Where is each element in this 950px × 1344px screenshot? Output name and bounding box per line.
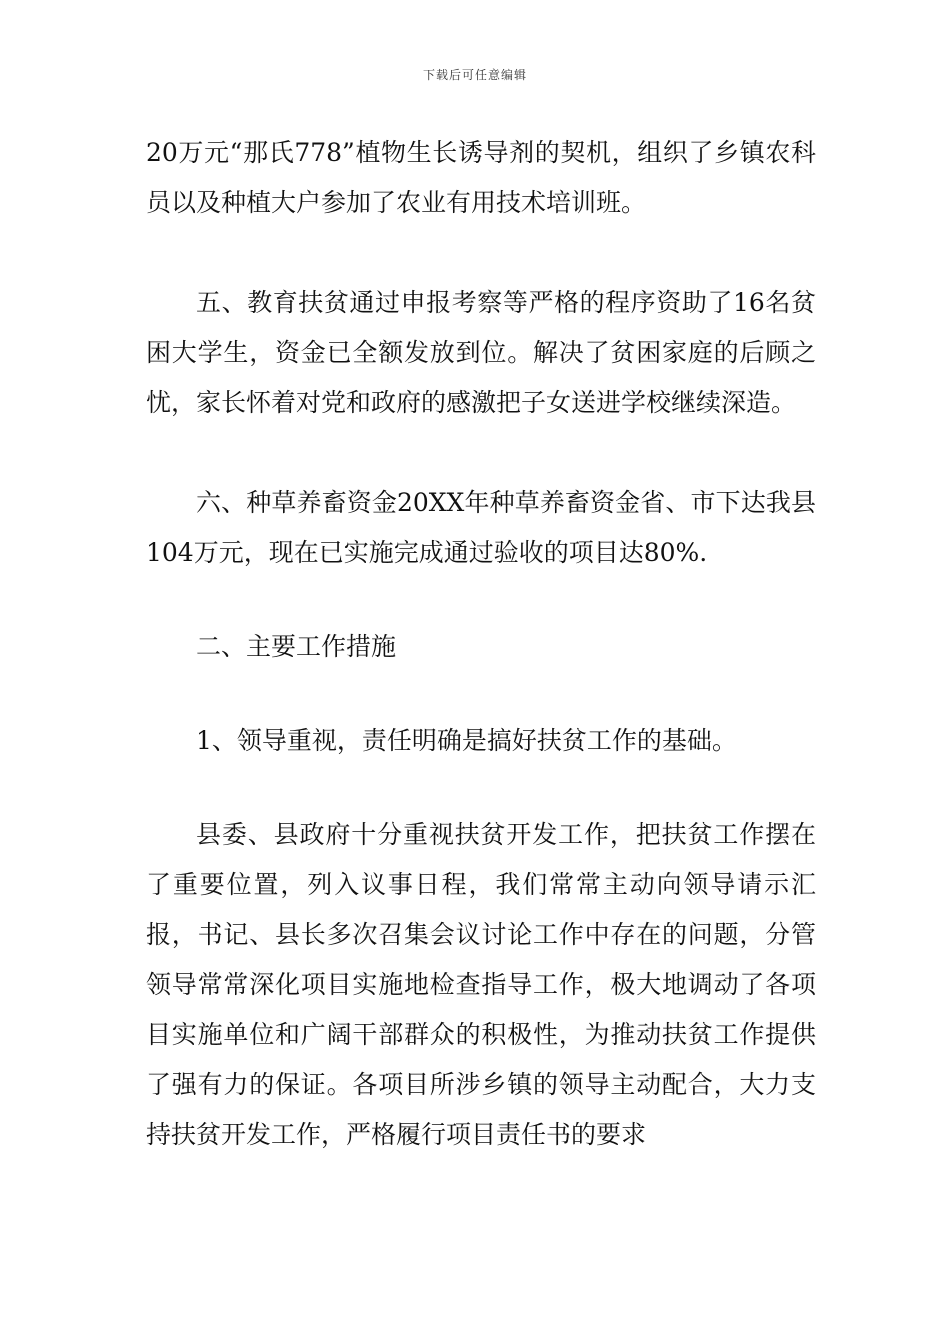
paragraph-continuation: 20万元“那氏778”植物生长诱导剂的契机，组织了乡镇农科员以及种植大户参加了农业有用技术培训班。 bbox=[146, 138, 816, 217]
paragraph-education-aid: 五、教育扶贫通过申报考察等严格的程序资助了16名贫困大学生，资金已全额发放到位。解决了贫困家庭的后顾之忧，家长怀着对党和政府的感激把子女送进学校继续深造。 bbox=[146, 288, 816, 417]
section-heading-main-measures: 二、主要工作措施 bbox=[196, 632, 397, 661]
paragraph-leadership-detail: 县委、县政府十分重视扶贫开发工作，把扶贫工作摆在了重要位置，列入议事日程，我们常常主动向领导请示汇报，书记、县长多次召集会议讨论工作中存在的问题，分管领导常常深化项目实施地检查指导工作，极大地调动了各项目实施单位和广阔干部群众的积极性，为推动扶贫工作提供了强有力的保证。各项目所涉乡镇的领导主动配合，大力支持扶贫开发工作，严格履行项目责任书的要求 bbox=[146, 820, 816, 1149]
subheading-leadership: 1、领导重视，责任明确是搞好扶贫工作的基础。 bbox=[196, 726, 737, 755]
document-body bbox=[146, 128, 816, 1160]
page-header-note: 下载后可任意编辑 bbox=[422, 68, 527, 82]
paragraph-livestock-fund: 六、种草养畜资金20XX年种草养畜资金省、市下达我县104万元，现在已实施完成通过验收的项目达80%. bbox=[146, 488, 816, 567]
